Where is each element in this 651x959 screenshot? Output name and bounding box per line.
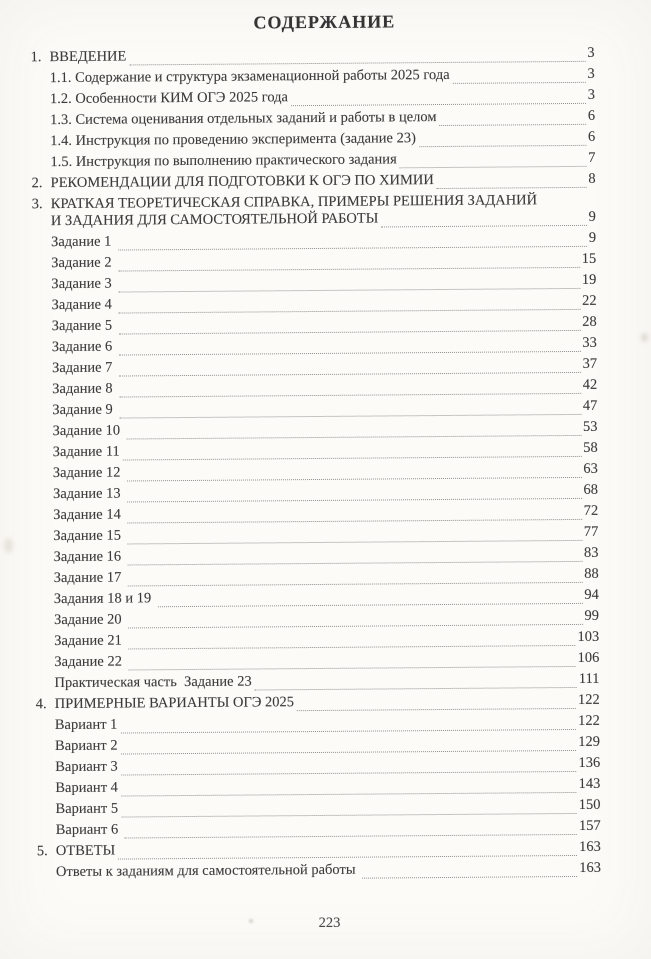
- toc-leader-dots: [118, 288, 580, 293]
- toc-page-number: 6: [587, 107, 596, 124]
- toc-row-label: Вариант 1: [54, 716, 118, 734]
- page-content: [30, 10, 601, 885]
- toc-leader-dots: [128, 582, 582, 587]
- toc-page-number: 9: [588, 208, 596, 225]
- toc-row-label: Задание 5: [51, 317, 116, 335]
- toc-page-number: 37: [582, 355, 598, 372]
- toc-leader-dots: [118, 267, 580, 272]
- toc-row-label: ВВЕДЕНИЕ: [49, 48, 127, 66]
- toc-row-label: Задание 9: [52, 401, 117, 419]
- toc-leader-dots: [437, 187, 587, 189]
- toc-row-label: Практическая часть Задание 23: [54, 673, 252, 692]
- toc-page-number: 22: [581, 292, 597, 309]
- toc-page-number: 111: [578, 670, 600, 687]
- toc-page-number: 3: [587, 44, 595, 61]
- toc-page-number: 88: [584, 565, 599, 582]
- toc-leader-dots: [119, 414, 581, 419]
- toc-row-number: 2.: [31, 175, 43, 192]
- toc-leader-dots: [128, 624, 582, 629]
- toc-row-label: Задание 22: [54, 653, 126, 671]
- toc-leader-dots: [125, 834, 577, 839]
- toc-row-label: Задание 10: [52, 422, 124, 440]
- toc-row-label: Задание 4: [51, 296, 116, 314]
- scan-speck: [641, 333, 648, 342]
- toc-leader-dots: [129, 666, 576, 671]
- toc-leader-dots: [118, 246, 587, 251]
- toc-row-label: Задание 1: [50, 233, 116, 251]
- toc-leader-dots: [440, 124, 586, 126]
- toc-row-label: Задание 13: [52, 485, 125, 503]
- toc-page-number: 8: [588, 170, 596, 187]
- toc-row-label: 1.4. Инструкция по проведению эксперимента (задание 23): [50, 130, 416, 150]
- toc-leader-dots: [291, 103, 586, 106]
- toc-leader-dots: [127, 477, 581, 482]
- toc-row-number: 5.: [36, 843, 48, 860]
- toc-page-number: 33: [582, 334, 597, 351]
- toc-leader-dots: [127, 435, 581, 440]
- toc-page-number: 163: [579, 859, 602, 876]
- toc-leader-dots: [255, 687, 577, 691]
- toc-row-label: Задание 7: [51, 359, 117, 377]
- toc-row-label: Задание 14: [53, 506, 125, 524]
- toc-row-label: Задание 8: [52, 380, 117, 398]
- toc-row-label: Задание 15: [53, 527, 125, 545]
- toc-page-number: 7: [588, 149, 596, 166]
- toc-row-label: Задания 18 и 19: [53, 590, 155, 608]
- toc-page-number: 163: [579, 838, 601, 855]
- toc-row-label: Вариант 3: [55, 758, 118, 776]
- toc-list: [31, 45, 602, 885]
- toc-leader-dots: [128, 645, 575, 650]
- toc-row-label: 1.2. Особенности КИМ ОГЭ 2025 года: [49, 89, 289, 108]
- toc-leader-dots: [128, 561, 582, 566]
- toc-row-label: 1.3. Система оценивания отдельных заданий и работы в целом: [50, 109, 437, 129]
- toc-row-label: Вариант 5: [55, 800, 119, 818]
- toc-leader-dots: [123, 456, 581, 461]
- toc-page-number: 53: [582, 418, 598, 435]
- toc-row-label: Задание 16: [53, 548, 125, 566]
- toc-page-number: 103: [577, 628, 600, 645]
- toc-leader-dots: [127, 519, 581, 524]
- toc-page-number: 99: [584, 607, 600, 624]
- toc-row-label: Ответы к заданиям для самостоятельной работы: [55, 861, 360, 881]
- toc-leader-dots: [158, 603, 583, 607]
- toc-row-number: 3.: [31, 196, 43, 213]
- toc-leader-dots: [120, 729, 576, 734]
- toc-page-number: 129: [578, 733, 601, 750]
- toc-leader-dots: [127, 498, 581, 503]
- toc-leader-dots: [381, 225, 586, 228]
- toc-leader-dots: [297, 708, 576, 711]
- toc-page-number: 136: [578, 754, 601, 771]
- toc-row-number: 1.: [30, 49, 42, 66]
- toc-row-label: Задание 11: [52, 443, 120, 461]
- toc-page-number: 83: [583, 544, 599, 561]
- toc-page-number: 42: [582, 376, 598, 393]
- toc-page-number: 122: [578, 712, 600, 729]
- toc-row: [37, 860, 601, 885]
- toc-page-number: 94: [584, 586, 599, 603]
- toc-row-label: Задание 21: [54, 632, 126, 650]
- toc-leader-dots: [128, 540, 582, 545]
- toc-page-number: 47: [582, 397, 598, 414]
- toc-leader-dots: [362, 876, 577, 879]
- toc-leader-dots: [453, 82, 586, 84]
- toc-page-number: 63: [583, 460, 598, 477]
- toc-page-number: 6: [587, 128, 596, 145]
- toc-page-number: 122: [577, 691, 600, 708]
- toc-leader-dots: [121, 750, 577, 755]
- toc-leader-dots: [400, 166, 586, 168]
- toc-page-number: 58: [583, 439, 598, 456]
- toc-row-label: Вариант 4: [55, 779, 118, 797]
- toc-row-label: Задание 6: [51, 338, 116, 356]
- toc-row-label: Задание 20: [53, 611, 126, 629]
- toc-row-label: 1.5. Инструкция по выполнению практического задания: [50, 151, 397, 171]
- toc-leader-dots: [119, 372, 581, 377]
- toc-page-number: 150: [578, 796, 601, 813]
- toc-row-label: ПРИМЕРНЫЕ ВАРИАНТЫ ОГЭ 2025: [54, 694, 295, 713]
- toc-leader-dots: [121, 792, 577, 797]
- toc-row-label: РЕКОМЕНДАЦИИ ДЛЯ ПОДГОТОВКИ К ОГЭ ПО ХИМИИ: [50, 172, 434, 192]
- toc-page-number: 19: [581, 271, 597, 288]
- toc-leader-dots: [119, 330, 581, 335]
- toc-page-number: 157: [578, 817, 601, 834]
- page-title: СОДЕРЖАНИЕ: [253, 11, 396, 33]
- toc-page-number: 72: [583, 502, 599, 519]
- toc-row-label: Задание 2: [51, 254, 116, 272]
- footer-page-number: 223: [318, 915, 341, 931]
- toc-row-number: 4.: [35, 696, 47, 713]
- toc-leader-dots: [419, 145, 586, 147]
- toc-row-label: ОТВЕТЫ: [55, 842, 116, 860]
- toc-row-label: Вариант 2: [54, 737, 118, 755]
- toc-leader-dots: [129, 61, 585, 66]
- toc-page-number: 15: [581, 250, 597, 267]
- toc-page-number: 9: [588, 229, 597, 246]
- toc-leader-dots: [118, 855, 577, 860]
- toc-page-number: 143: [578, 775, 601, 792]
- toc-leader-dots: [119, 351, 581, 356]
- toc-row-label: Задание 12: [52, 464, 125, 482]
- toc-leader-dots: [119, 309, 581, 314]
- toc-row-label: 1.1. Содержание и структура экзаменационной работы 2025 года: [49, 66, 450, 87]
- toc-leader-dots: [119, 393, 581, 398]
- toc-row-label: И ЗАДАНИЯ ДЛЯ САМОСТОЯТЕЛЬНОЙ РАБОТЫ: [50, 210, 379, 230]
- toc-row-label: Вариант 6: [55, 821, 122, 839]
- scan-speck: [4, 538, 13, 553]
- toc-leader-dots: [121, 771, 577, 776]
- toc-page-number: 68: [583, 481, 599, 498]
- toc-page-number: 3: [587, 86, 595, 103]
- toc-page-number: 28: [582, 313, 597, 330]
- toc-page-number: 77: [583, 523, 599, 540]
- toc-page-number: 3: [587, 65, 595, 82]
- toc-row-label: Задание 3: [51, 275, 116, 293]
- toc-page-number: 106: [577, 649, 600, 666]
- toc-leader-dots: [121, 813, 577, 818]
- toc-row-label: Задание 17: [53, 569, 125, 587]
- toc-row-label: КРАТКАЯ ТЕОРЕТИЧЕСКАЯ СПРАВКА, ПРИМЕРЫ РЕШЕНИЯ ЗАДАНИЙ: [50, 192, 538, 213]
